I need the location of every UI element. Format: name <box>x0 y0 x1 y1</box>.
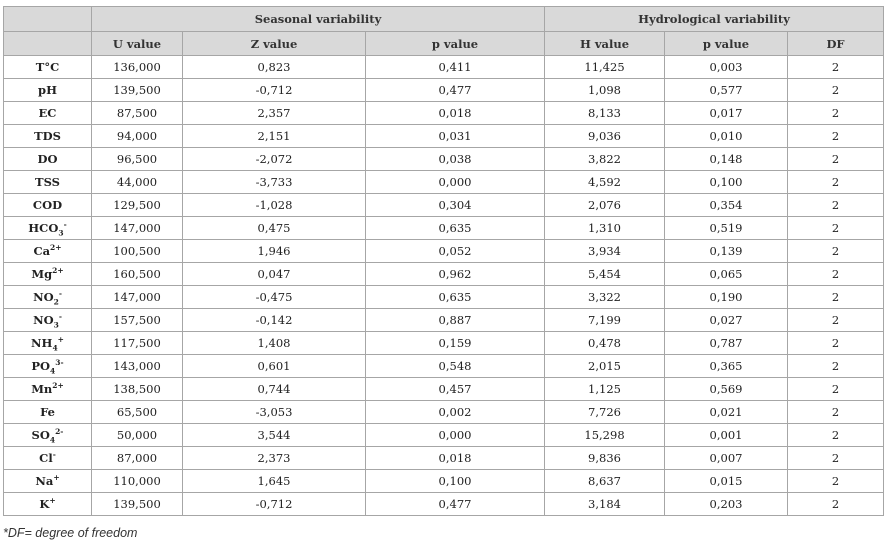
z-value-cell: 0,601 <box>183 355 366 378</box>
parameter-cell <box>4 125 92 148</box>
col-header-p-value-hydrological: p value <box>665 32 788 56</box>
h-value-cell: 3,934 <box>545 240 665 263</box>
p-value-seasonal-cell: 0,635 <box>366 286 545 309</box>
parameter-superscript: + <box>53 473 60 483</box>
u-value-cell: 147,000 <box>92 286 183 309</box>
table-body <box>4 56 884 516</box>
df-cell: 2 <box>788 240 884 263</box>
table-row <box>4 424 884 447</box>
table-row <box>4 332 884 355</box>
h-value-cell: 9,036 <box>545 125 665 148</box>
z-value-cell: 2,151 <box>183 125 366 148</box>
z-value-cell: 2,357 <box>183 102 366 125</box>
h-value-cell: 2,076 <box>545 194 665 217</box>
parameter-name: Mg <box>31 267 53 281</box>
parameter-cell <box>4 79 92 102</box>
parameter-name: PO <box>31 359 51 373</box>
p-value-hydrological-cell: 0,148 <box>665 148 788 171</box>
u-value-cell: 87,000 <box>92 447 183 470</box>
h-value-cell: 1,098 <box>545 79 665 102</box>
parameter-cell <box>4 447 92 470</box>
z-value-cell: -3,733 <box>183 171 366 194</box>
u-value-cell: 160,500 <box>92 263 183 286</box>
h-value-cell: 0,478 <box>545 332 665 355</box>
p-value-seasonal-cell: 0,411 <box>366 56 545 79</box>
h-value-cell: 7,199 <box>545 309 665 332</box>
df-cell: 2 <box>788 148 884 171</box>
parameter-name: Fe <box>40 405 55 419</box>
p-value-hydrological-cell: 0,017 <box>665 102 788 125</box>
z-value-cell: 3,544 <box>183 424 366 447</box>
p-value-hydrological-cell: 0,203 <box>665 493 788 516</box>
p-value-hydrological-cell: 0,001 <box>665 424 788 447</box>
p-value-seasonal-cell: 0,477 <box>366 493 545 516</box>
parameter-superscript: + <box>49 496 56 506</box>
p-value-seasonal-cell: 0,477 <box>366 79 545 102</box>
parameter-superscript: - <box>52 450 56 460</box>
column-header-row <box>4 32 884 56</box>
parameter-cell <box>4 401 92 424</box>
parameter-subscript: 3 <box>58 228 64 238</box>
parameter-cell <box>4 240 92 263</box>
p-value-hydrological-cell: 0,354 <box>665 194 788 217</box>
z-value-cell: -0,712 <box>183 493 366 516</box>
p-value-seasonal-cell: 0,635 <box>366 217 545 240</box>
parameter-cell <box>4 171 92 194</box>
table-row <box>4 447 884 470</box>
p-value-seasonal-cell: 0,018 <box>366 102 545 125</box>
variability-table <box>3 6 884 516</box>
z-value-cell: 0,823 <box>183 56 366 79</box>
df-cell: 2 <box>788 194 884 217</box>
table-row <box>4 263 884 286</box>
parameter-subscript: 3 <box>53 320 59 330</box>
p-value-seasonal-cell: 0,962 <box>366 263 545 286</box>
table-row <box>4 286 884 309</box>
df-cell: 2 <box>788 125 884 148</box>
z-value-cell: 0,744 <box>183 378 366 401</box>
h-value-cell: 3,322 <box>545 286 665 309</box>
z-value-cell: -3,053 <box>183 401 366 424</box>
h-value-cell: 9,836 <box>545 447 665 470</box>
df-cell: 2 <box>788 424 884 447</box>
z-value-cell: 2,373 <box>183 447 366 470</box>
parameter-cell <box>4 424 92 447</box>
p-value-seasonal-cell: 0,052 <box>366 240 545 263</box>
df-cell: 2 <box>788 309 884 332</box>
df-cell: 2 <box>788 447 884 470</box>
z-value-cell: -0,712 <box>183 79 366 102</box>
parameter-superscript: 2- <box>55 427 64 437</box>
u-value-cell: 94,000 <box>92 125 183 148</box>
p-value-hydrological-cell: 0,569 <box>665 378 788 401</box>
df-cell: 2 <box>788 401 884 424</box>
table-row <box>4 171 884 194</box>
statistics-table-container <box>3 6 845 516</box>
u-value-cell: 143,000 <box>92 355 183 378</box>
table-row <box>4 493 884 516</box>
p-value-seasonal-cell: 0,100 <box>366 470 545 493</box>
p-value-hydrological-cell: 0,365 <box>665 355 788 378</box>
col-header-p-value-seasonal: p value <box>366 32 545 56</box>
seasonal-group-header: Seasonal variability <box>92 7 545 32</box>
p-value-seasonal-cell: 0,304 <box>366 194 545 217</box>
p-value-hydrological-cell: 0,065 <box>665 263 788 286</box>
z-value-cell: -1,028 <box>183 194 366 217</box>
p-value-seasonal-cell: 0,018 <box>366 447 545 470</box>
table-row <box>4 470 884 493</box>
parameter-name: K <box>39 497 50 511</box>
df-cell: 2 <box>788 263 884 286</box>
table-row <box>4 309 884 332</box>
table-row <box>4 56 884 79</box>
h-value-cell: 8,133 <box>545 102 665 125</box>
parameter-name: SO <box>31 428 50 442</box>
parameter-name: NO <box>33 313 54 327</box>
df-cell: 2 <box>788 378 884 401</box>
p-value-seasonal-cell: 0,038 <box>366 148 545 171</box>
df-cell: 2 <box>788 171 884 194</box>
u-value-cell: 139,500 <box>92 493 183 516</box>
col-header-df: DF <box>788 32 884 56</box>
df-cell: 2 <box>788 332 884 355</box>
p-value-hydrological-cell: 0,027 <box>665 309 788 332</box>
z-value-cell: 0,047 <box>183 263 366 286</box>
table-row <box>4 401 884 424</box>
corner-cell <box>4 7 92 32</box>
table-row <box>4 240 884 263</box>
table-row <box>4 378 884 401</box>
p-value-hydrological-cell: 0,021 <box>665 401 788 424</box>
parameter-superscript: - <box>58 312 62 322</box>
df-cell: 2 <box>788 470 884 493</box>
u-value-cell: 96,500 <box>92 148 183 171</box>
p-value-seasonal-cell: 0,887 <box>366 309 545 332</box>
u-value-cell: 110,000 <box>92 470 183 493</box>
parameter-name: Ca <box>33 244 51 258</box>
parameter-cell <box>4 263 92 286</box>
p-value-hydrological-cell: 0,139 <box>665 240 788 263</box>
z-value-cell: 1,645 <box>183 470 366 493</box>
parameter-name: EC <box>38 106 57 120</box>
parameter-name: TDS <box>34 129 61 143</box>
z-value-cell: -0,475 <box>183 286 366 309</box>
parameter-superscript: 2+ <box>50 243 62 253</box>
u-value-cell: 147,000 <box>92 217 183 240</box>
parameter-name: Cl <box>39 451 53 465</box>
df-cell: 2 <box>788 286 884 309</box>
col-header-h-value: H value <box>545 32 665 56</box>
df-cell: 2 <box>788 56 884 79</box>
table-header <box>4 7 884 56</box>
z-value-cell: 1,946 <box>183 240 366 263</box>
hydrological-group-header: Hydrological variability <box>545 7 884 32</box>
parameter-name: Mn <box>31 382 53 396</box>
h-value-cell: 7,726 <box>545 401 665 424</box>
parameter-subscript: 4 <box>49 435 56 445</box>
parameter-name: T°C <box>35 60 60 74</box>
parameter-superscript: + <box>57 335 64 345</box>
parameter-name: NO <box>33 290 54 304</box>
p-value-seasonal-cell: 0,548 <box>366 355 545 378</box>
p-value-hydrological-cell: 0,010 <box>665 125 788 148</box>
parameter-cell <box>4 56 92 79</box>
u-value-cell: 129,500 <box>92 194 183 217</box>
parameter-cell <box>4 355 92 378</box>
p-value-hydrological-cell: 0,577 <box>665 79 788 102</box>
parameter-superscript: - <box>63 220 67 230</box>
p-value-seasonal-cell: 0,002 <box>366 401 545 424</box>
h-value-cell: 15,298 <box>545 424 665 447</box>
parameter-cell <box>4 217 92 240</box>
parameter-name: TSS <box>35 175 60 189</box>
parameter-name: pH <box>38 83 57 97</box>
u-value-cell: 139,500 <box>92 79 183 102</box>
df-cell: 2 <box>788 79 884 102</box>
p-value-seasonal-cell: 0,457 <box>366 378 545 401</box>
parameter-cell <box>4 332 92 355</box>
table-row <box>4 355 884 378</box>
z-value-cell: -0,142 <box>183 309 366 332</box>
parameter-superscript: - <box>58 289 62 299</box>
p-value-hydrological-cell: 0,190 <box>665 286 788 309</box>
table-row <box>4 79 884 102</box>
u-value-cell: 50,000 <box>92 424 183 447</box>
parameter-name: Na <box>35 474 54 488</box>
parameter-subscript: 4 <box>52 343 58 353</box>
parameter-cell <box>4 148 92 171</box>
u-value-cell: 136,000 <box>92 56 183 79</box>
h-value-cell: 2,015 <box>545 355 665 378</box>
h-value-cell: 1,310 <box>545 217 665 240</box>
p-value-seasonal-cell: 0,031 <box>366 125 545 148</box>
parameter-superscript: 2+ <box>52 381 64 391</box>
parameter-cell <box>4 102 92 125</box>
table-row <box>4 102 884 125</box>
table-row <box>4 194 884 217</box>
df-cell: 2 <box>788 355 884 378</box>
p-value-hydrological-cell: 0,100 <box>665 171 788 194</box>
parameter-cell <box>4 286 92 309</box>
df-cell: 2 <box>788 217 884 240</box>
p-value-seasonal-cell: 0,159 <box>366 332 545 355</box>
group-header-row <box>4 7 884 32</box>
p-value-hydrological-cell: 0,787 <box>665 332 788 355</box>
parameter-name: HCO <box>28 221 59 235</box>
parameter-superscript: 2+ <box>52 266 64 276</box>
p-value-hydrological-cell: 0,007 <box>665 447 788 470</box>
z-value-cell: 1,408 <box>183 332 366 355</box>
h-value-cell: 8,637 <box>545 470 665 493</box>
u-value-cell: 44,000 <box>92 171 183 194</box>
parameter-name: NH <box>31 336 53 350</box>
h-value-cell: 11,425 <box>545 56 665 79</box>
parameter-subscript: 4 <box>50 366 56 376</box>
table-row <box>4 148 884 171</box>
z-value-cell: -2,072 <box>183 148 366 171</box>
corner-cell <box>4 32 92 56</box>
h-value-cell: 1,125 <box>545 378 665 401</box>
p-value-hydrological-cell: 0,519 <box>665 217 788 240</box>
parameter-cell <box>4 194 92 217</box>
parameter-cell <box>4 309 92 332</box>
parameter-name: COD <box>32 198 63 212</box>
parameter-cell <box>4 378 92 401</box>
z-value-cell: 0,475 <box>183 217 366 240</box>
df-cell: 2 <box>788 493 884 516</box>
table-row <box>4 125 884 148</box>
df-cell: 2 <box>788 102 884 125</box>
parameter-name: DO <box>37 152 58 166</box>
footnote: *DF= degree of freedom <box>3 526 138 540</box>
parameter-cell <box>4 493 92 516</box>
u-value-cell: 138,500 <box>92 378 183 401</box>
p-value-hydrological-cell: 0,003 <box>665 56 788 79</box>
h-value-cell: 3,822 <box>545 148 665 171</box>
p-value-seasonal-cell: 0,000 <box>366 171 545 194</box>
table-row <box>4 217 884 240</box>
u-value-cell: 87,500 <box>92 102 183 125</box>
u-value-cell: 157,500 <box>92 309 183 332</box>
u-value-cell: 65,500 <box>92 401 183 424</box>
u-value-cell: 117,500 <box>92 332 183 355</box>
p-value-seasonal-cell: 0,000 <box>366 424 545 447</box>
p-value-hydrological-cell: 0,015 <box>665 470 788 493</box>
col-header-u-value: U value <box>92 32 183 56</box>
parameter-superscript: 3- <box>55 358 64 368</box>
col-header-z-value: Z value <box>183 32 366 56</box>
h-value-cell: 5,454 <box>545 263 665 286</box>
h-value-cell: 4,592 <box>545 171 665 194</box>
parameter-cell <box>4 470 92 493</box>
h-value-cell: 3,184 <box>545 493 665 516</box>
parameter-subscript: 2 <box>53 297 59 307</box>
u-value-cell: 100,500 <box>92 240 183 263</box>
